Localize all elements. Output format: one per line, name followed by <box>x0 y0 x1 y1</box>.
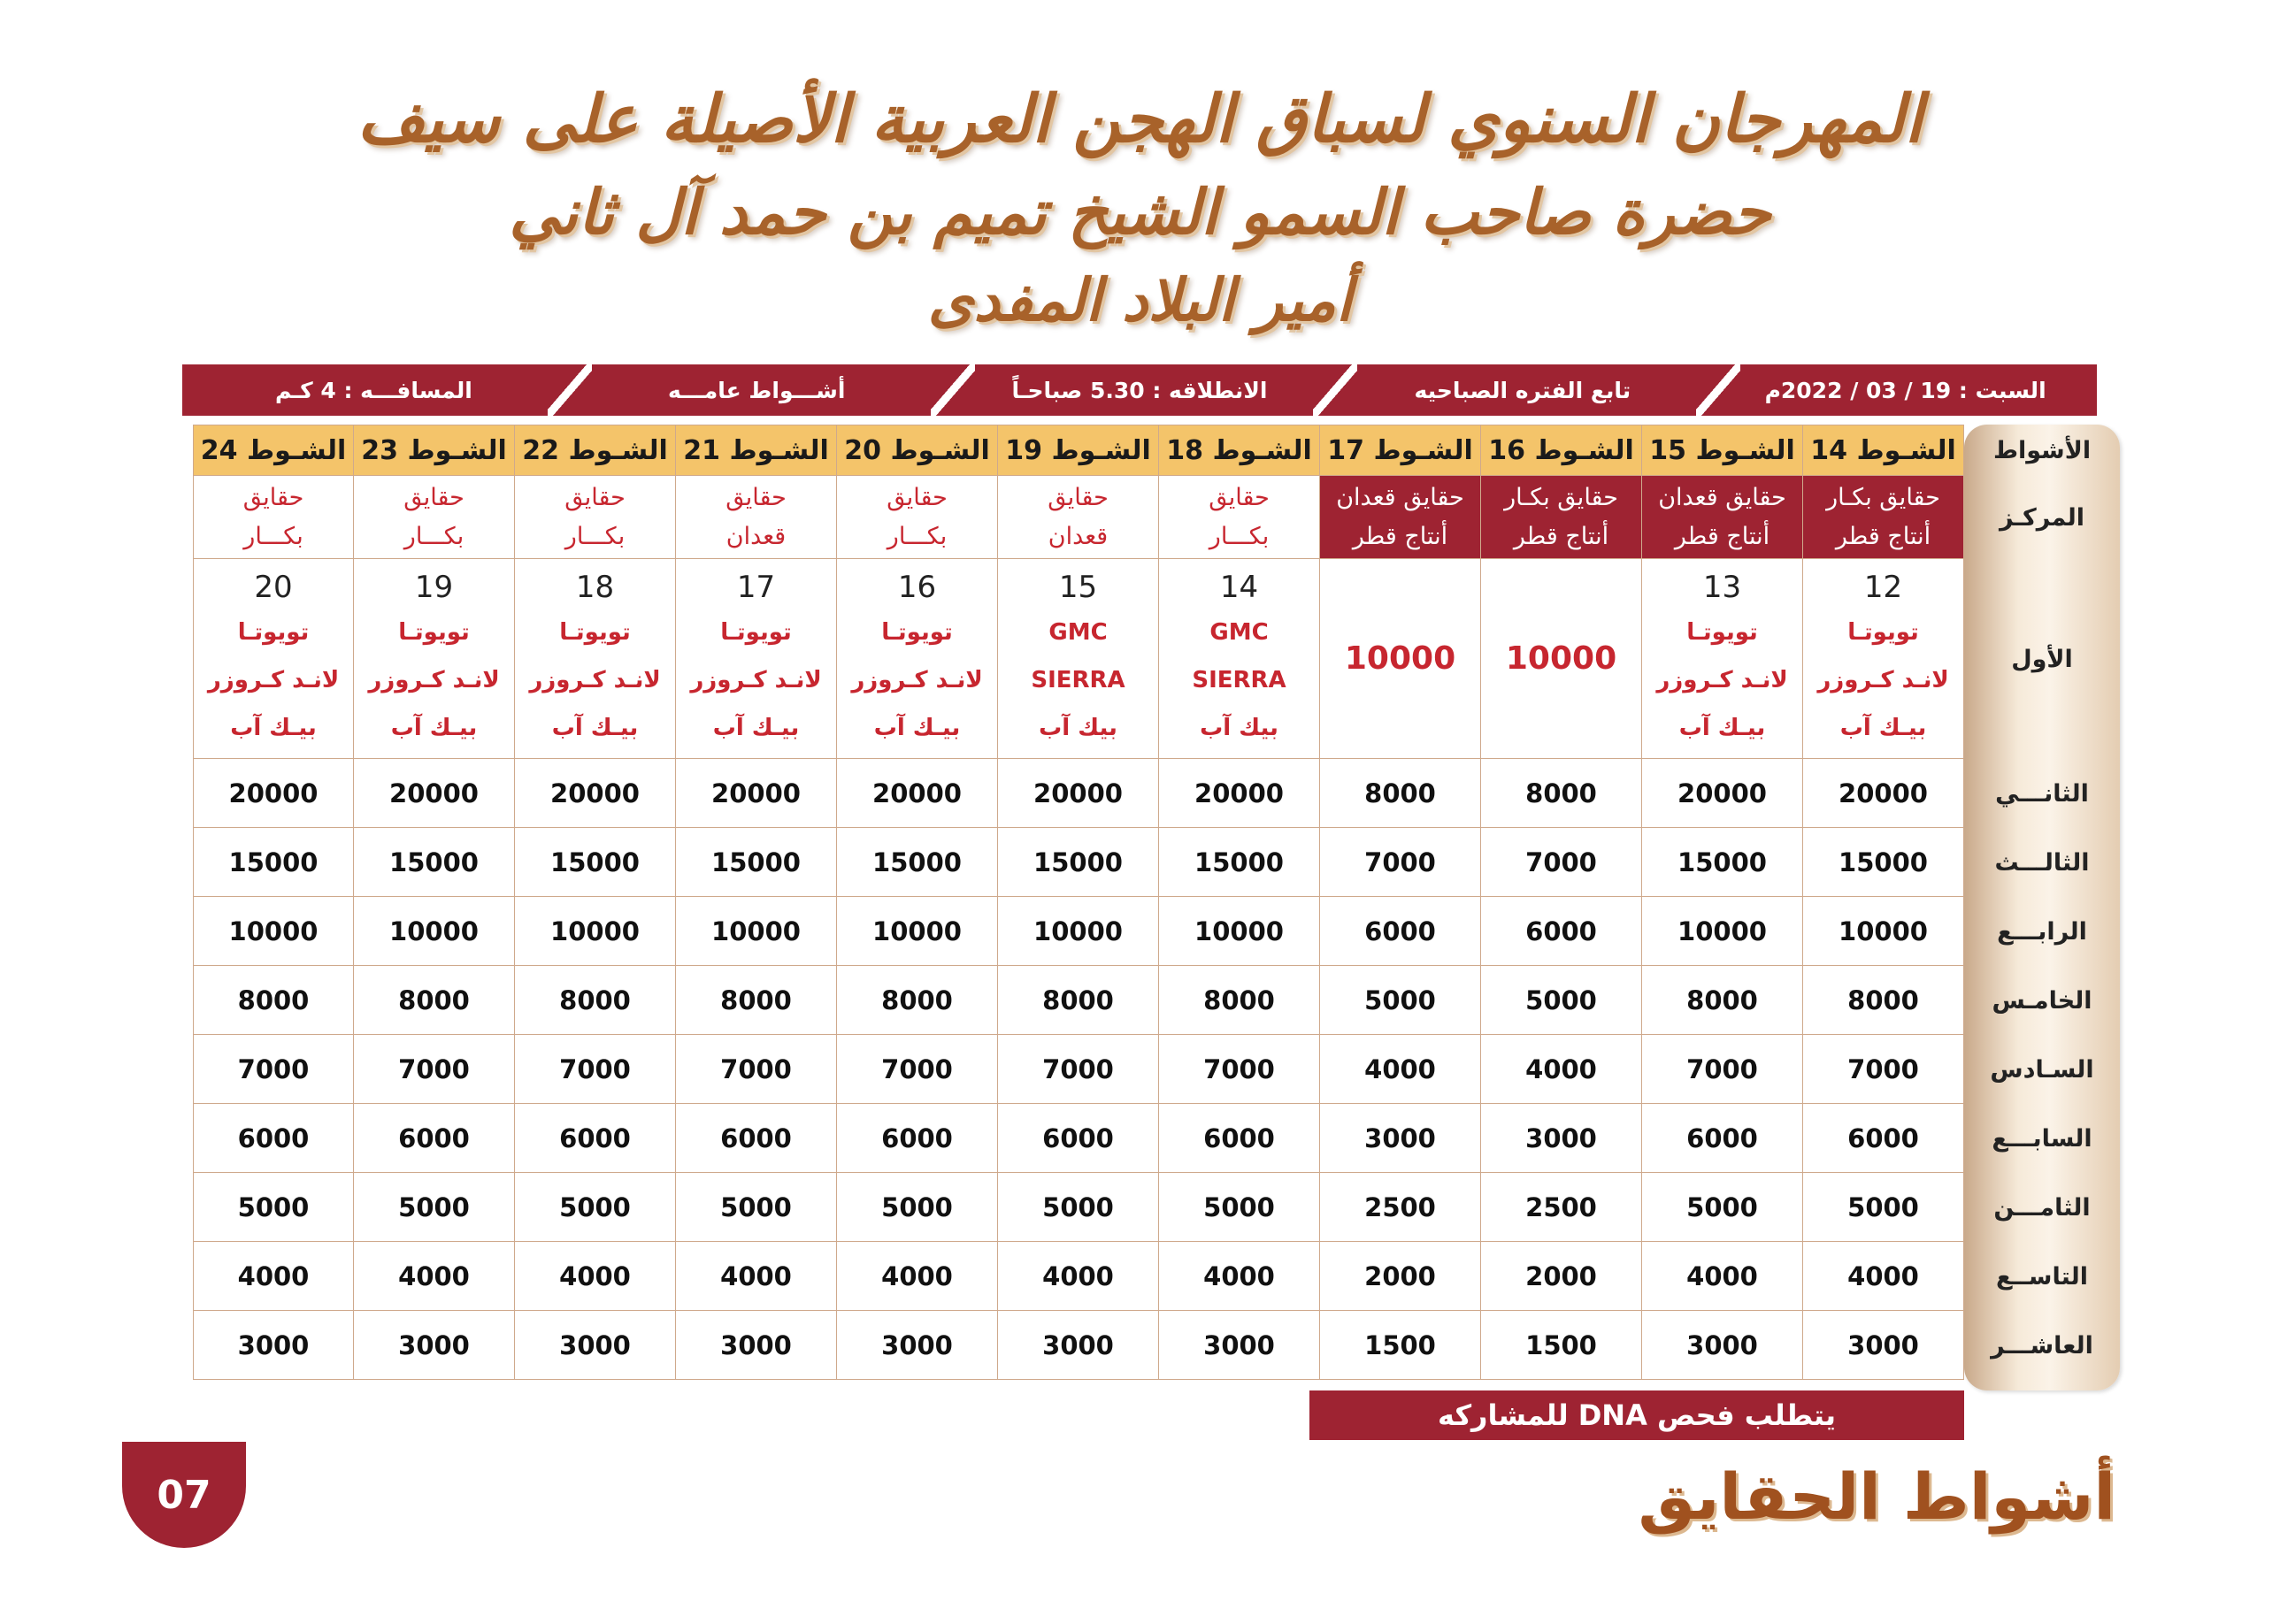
prize-cell: 20000 <box>1642 759 1803 828</box>
prize-cell: 10000 <box>354 897 515 966</box>
prize-cell: 7000 <box>998 1035 1159 1104</box>
prize-cell: 10000 <box>1642 897 1803 966</box>
prize-cell: 4000 <box>193 1242 354 1311</box>
prize-cell: 5000 <box>1320 966 1481 1035</box>
dna-note-banner: يتطلب فحص DNA للمشاركه <box>1309 1390 1964 1440</box>
car-model-line: لانـد كـروزر <box>1656 666 1788 693</box>
header-distance: المسافـــه : 4 كـم <box>274 377 472 403</box>
header-period: تابع الفتره الصباحيه <box>1331 364 1714 416</box>
car-model-line: بيـك آب <box>390 714 478 741</box>
prize-cell: 8000 <box>998 966 1159 1035</box>
first-prize-cell <box>1320 559 1481 759</box>
row-label-first: الأول <box>2011 645 2073 673</box>
row-label-prize-4: الرابـــع <box>1997 917 2087 946</box>
center-cell <box>1481 476 1642 559</box>
center-line: حقايق بكـار <box>1504 483 1618 511</box>
center-cell <box>515 476 676 559</box>
prize-cell: 8000 <box>1481 759 1642 828</box>
prize-cell: 2000 <box>1320 1242 1481 1311</box>
prize-cell: 8000 <box>1803 966 1964 1035</box>
prize-cell: 7000 <box>193 1035 354 1104</box>
prize-cell: 5000 <box>998 1173 1159 1242</box>
car-model-line: بيك آب <box>1200 714 1278 741</box>
header-date: السبت : 19 / 03 / 2022م <box>1714 364 2097 416</box>
first-prize-cell <box>193 559 354 759</box>
prize-cell: 6000 <box>193 1104 354 1173</box>
center-cell <box>193 476 354 559</box>
prize-cell: 4000 <box>837 1242 998 1311</box>
prize-cell: 6000 <box>837 1104 998 1173</box>
prize-row <box>182 897 1964 966</box>
center-line: حقايق <box>725 483 787 511</box>
title-line-2: حضرة صاحب السمو الشيخ تميم بن حمد آل ثاني <box>509 175 1771 249</box>
car-number: 19 <box>414 569 454 605</box>
round-label: الشـوط 22 <box>515 425 676 476</box>
prize-cell: 10000 <box>515 897 676 966</box>
center-cell <box>1642 476 1803 559</box>
first-prize-cell <box>515 559 676 759</box>
center-cell <box>837 476 998 559</box>
center-line: حقايق <box>1209 483 1270 511</box>
prize-cell: 1500 <box>1481 1311 1642 1380</box>
prize-cell: 6000 <box>1481 897 1642 966</box>
row-label-rounds: الأشواط <box>1992 436 2092 464</box>
header-start-time: الانطلاقه : 5.30 صباحـاً <box>948 364 1332 416</box>
first-prize-amount: 10000 <box>1505 640 1617 677</box>
prize-row <box>182 1173 1964 1242</box>
prize-cell: 15000 <box>1642 828 1803 897</box>
center-line: حقايق <box>242 483 304 511</box>
center-line: حقايق <box>564 483 626 511</box>
prize-cell: 6000 <box>1642 1104 1803 1173</box>
prize-row <box>182 1242 1964 1311</box>
prize-cell: 20000 <box>515 759 676 828</box>
section-title: أشواط الحقايق <box>1638 1459 2115 1534</box>
car-model-line: تويوتـا <box>720 618 792 646</box>
first-prize-cell <box>998 559 1159 759</box>
prize-cell: 6000 <box>998 1104 1159 1173</box>
car-model-line: لانـد كـروزر <box>529 666 661 693</box>
center-cell <box>1159 476 1320 559</box>
center-line: حقايق <box>403 483 464 511</box>
round-label: الشـوط 18 <box>1159 425 1320 476</box>
car-model-line: لانـد كـروزر <box>207 666 340 693</box>
prize-cell: 15000 <box>354 828 515 897</box>
prize-cell: 4000 <box>1481 1035 1642 1104</box>
prize-cell: 6000 <box>515 1104 676 1173</box>
center-line: أنتاج قطر <box>1674 522 1770 550</box>
car-model-line: لانـد كـروزر <box>368 666 500 693</box>
car-model-line: تويوتـا <box>881 618 953 646</box>
header-round-type: أشـــواط عامـــه <box>565 364 948 416</box>
prize-cell: 7000 <box>354 1035 515 1104</box>
prize-cell: 4000 <box>998 1242 1159 1311</box>
prize-cell: 15000 <box>998 828 1159 897</box>
car-model-line: تويوتـا <box>559 618 631 646</box>
prize-cell: 3000 <box>837 1311 998 1380</box>
prize-cell: 10000 <box>837 897 998 966</box>
prize-cell: 6000 <box>354 1104 515 1173</box>
first-prize-cell <box>1803 559 1964 759</box>
prize-cell: 2500 <box>1320 1173 1481 1242</box>
first-prize-cell <box>837 559 998 759</box>
prize-cell: 8000 <box>354 966 515 1035</box>
prize-cell: 4000 <box>1320 1035 1481 1104</box>
car-model-line: بيـك آب <box>1678 714 1766 741</box>
prize-cell: 4000 <box>354 1242 515 1311</box>
prize-cell: 20000 <box>1159 759 1320 828</box>
center-line: حقايق بكـار <box>1826 483 1940 511</box>
car-model-line: GMC <box>1209 618 1269 646</box>
car-model-line: بيـك آب <box>551 714 639 741</box>
round-label: الشـوط 20 <box>837 425 998 476</box>
row-label-prize-6: السـادس <box>1990 1055 2094 1084</box>
center-line: بكـــار <box>564 522 626 550</box>
prize-cell: 7000 <box>837 1035 998 1104</box>
prize-cell: 7000 <box>1642 1035 1803 1104</box>
prize-cell: 3000 <box>1481 1104 1642 1173</box>
row-label-prize-5: الخامـس <box>1992 986 2092 1015</box>
prize-cell: 10000 <box>676 897 837 966</box>
row-label-prize-3: الثالـــث <box>1994 848 2090 877</box>
prize-cell: 10000 <box>1803 897 1964 966</box>
prize-cell: 20000 <box>193 759 354 828</box>
center-line: قعدان <box>725 522 787 550</box>
center-line: بكـــار <box>887 522 948 550</box>
first-prize-cell <box>1481 559 1642 759</box>
center-line: بكـــار <box>1209 522 1270 550</box>
prize-cell: 1500 <box>1320 1311 1481 1380</box>
prize-cell: 20000 <box>354 759 515 828</box>
prize-cell: 20000 <box>837 759 998 828</box>
car-model-line: تويوتـا <box>1686 618 1758 646</box>
prize-cell: 15000 <box>193 828 354 897</box>
first-prize-cell <box>354 559 515 759</box>
prize-cell: 7000 <box>1320 828 1481 897</box>
prize-row <box>182 966 1964 1035</box>
row-label-center: المركـز <box>1999 503 2085 532</box>
prize-cell: 10000 <box>1159 897 1320 966</box>
prize-row <box>182 1035 1964 1104</box>
car-number: 14 <box>1219 569 1259 605</box>
car-number: 16 <box>897 569 937 605</box>
center-cell <box>1320 476 1481 559</box>
round-label: الشـوط 17 <box>1320 425 1481 476</box>
first-prize-row <box>182 559 1964 759</box>
prize-cell: 20000 <box>1803 759 1964 828</box>
prize-cell: 6000 <box>1159 1104 1320 1173</box>
car-model-line: لانـد كـروزر <box>690 666 822 693</box>
row-label-prize-10: العاشـــر <box>1991 1331 2093 1360</box>
prize-cell: 10000 <box>998 897 1159 966</box>
prize-cell: 5000 <box>676 1173 837 1242</box>
center-line: أنتاج قطر <box>1513 522 1609 550</box>
prize-cell: 4000 <box>676 1242 837 1311</box>
car-model-line: بيـك آب <box>230 714 317 741</box>
info-header-bar <box>182 364 2097 416</box>
prize-cell: 6000 <box>1320 897 1481 966</box>
car-number: 15 <box>1058 569 1098 605</box>
car-model-line: بيـك آب <box>712 714 800 741</box>
prize-row <box>182 759 1964 828</box>
title-line-3: أمير البلاد المفدى <box>927 265 1353 334</box>
prize-cell: 5000 <box>1159 1173 1320 1242</box>
prize-row <box>182 1311 1964 1380</box>
car-model-line: SIERRA <box>1031 666 1125 693</box>
round-label: الشـوط 21 <box>676 425 837 476</box>
prize-cell: 7000 <box>1159 1035 1320 1104</box>
prize-cell: 3000 <box>1159 1311 1320 1380</box>
center-line: أنتاج قطر <box>1835 522 1931 550</box>
prize-cell: 8000 <box>1159 966 1320 1035</box>
prize-cell: 7000 <box>676 1035 837 1104</box>
prize-cell: 8000 <box>1642 966 1803 1035</box>
center-line: حقايق قعدان <box>1658 483 1786 511</box>
prize-cell: 20000 <box>998 759 1159 828</box>
round-label: الشـوط 19 <box>998 425 1159 476</box>
row-label-prize-7: السابـــع <box>1992 1124 2092 1153</box>
prize-cell: 6000 <box>676 1104 837 1173</box>
prize-cell: 8000 <box>1320 759 1481 828</box>
prize-cell: 5000 <box>515 1173 676 1242</box>
prize-cell: 2500 <box>1481 1173 1642 1242</box>
car-model-line: تويوتـا <box>398 618 470 646</box>
prize-cell: 4000 <box>1803 1242 1964 1311</box>
center-cell <box>1803 476 1964 559</box>
prize-cell: 3000 <box>515 1311 676 1380</box>
car-model-line: GMC <box>1048 618 1108 646</box>
prize-cell: 3000 <box>676 1311 837 1380</box>
prize-cell: 15000 <box>1159 828 1320 897</box>
first-prize-cell <box>1642 559 1803 759</box>
car-model-line: لانـد كـروزر <box>851 666 983 693</box>
center-line: قعدان <box>1048 522 1109 550</box>
row-label-prize-9: التاســع <box>1996 1262 2089 1291</box>
center-cell <box>354 476 515 559</box>
car-number: 18 <box>575 569 615 605</box>
prize-cell: 7000 <box>1481 828 1642 897</box>
prize-cell: 3000 <box>354 1311 515 1380</box>
row-label-prize-2: الثانـــي <box>1995 779 2089 808</box>
prize-cell: 3000 <box>1803 1311 1964 1380</box>
round-label: الشـوط 16 <box>1481 425 1642 476</box>
prize-row <box>182 1104 1964 1173</box>
prize-cell: 6000 <box>1803 1104 1964 1173</box>
round-label: الشـوط 14 <box>1803 425 1964 476</box>
car-number: 20 <box>254 569 293 605</box>
first-prize-amount: 10000 <box>1344 640 1456 677</box>
prize-cell: 3000 <box>193 1311 354 1380</box>
prize-cell: 5000 <box>1481 966 1642 1035</box>
car-model-line: تويوتـا <box>237 618 310 646</box>
prize-cell: 10000 <box>193 897 354 966</box>
center-line: بكـــار <box>403 522 464 550</box>
car-model-line: لانـد كـروزر <box>1817 666 1949 693</box>
prize-cell: 20000 <box>676 759 837 828</box>
car-number: 17 <box>736 569 776 605</box>
prize-cell: 15000 <box>1803 828 1964 897</box>
center-line: أنتاج قطر <box>1352 522 1448 550</box>
car-model-line: SIERRA <box>1192 666 1286 693</box>
prize-cell: 15000 <box>515 828 676 897</box>
round-label: الشـوط 24 <box>193 425 354 476</box>
center-line: حقايق <box>1048 483 1109 511</box>
prize-cell: 5000 <box>193 1173 354 1242</box>
car-model-line: بيـك آب <box>873 714 961 741</box>
center-row <box>182 476 1964 559</box>
car-number: 12 <box>1863 569 1903 605</box>
prize-cell: 5000 <box>354 1173 515 1242</box>
prize-cell: 3000 <box>1642 1311 1803 1380</box>
row-label-prize-8: الثامـــن <box>1993 1193 2091 1222</box>
prize-cell: 4000 <box>515 1242 676 1311</box>
prize-cell: 3000 <box>1320 1104 1481 1173</box>
first-prize-cell <box>1159 559 1320 759</box>
prize-cell: 15000 <box>837 828 998 897</box>
prize-cell: 4000 <box>1159 1242 1320 1311</box>
round-label: الشـوط 15 <box>1642 425 1803 476</box>
center-line: حقايق قعدان <box>1336 483 1464 511</box>
prize-cell: 8000 <box>193 966 354 1035</box>
prize-cell: 7000 <box>515 1035 676 1104</box>
prize-cell: 4000 <box>1642 1242 1803 1311</box>
prize-cell: 15000 <box>676 828 837 897</box>
center-line: بكـــار <box>243 522 303 550</box>
car-model-line: بيـك آب <box>1839 714 1927 741</box>
car-model-line: تويوتـا <box>1847 618 1919 646</box>
prize-cell: 5000 <box>1803 1173 1964 1242</box>
prize-cell: 8000 <box>676 966 837 1035</box>
prize-cell: 5000 <box>837 1173 998 1242</box>
first-prize-cell <box>676 559 837 759</box>
round-label: الشـوط 23 <box>354 425 515 476</box>
center-line: حقايق <box>887 483 948 511</box>
prize-cell: 5000 <box>1642 1173 1803 1242</box>
prize-table <box>182 425 1964 1380</box>
prize-cell: 2000 <box>1481 1242 1642 1311</box>
center-cell <box>998 476 1159 559</box>
page-number-tab: 07 <box>122 1442 246 1548</box>
title-line-1: المهرجان السنوي لسباق الهجن العربية الأصيلة على سيف <box>357 81 1923 157</box>
prize-cell: 8000 <box>515 966 676 1035</box>
prize-cell: 8000 <box>837 966 998 1035</box>
center-cell <box>676 476 837 559</box>
prize-row <box>182 828 1964 897</box>
car-number: 13 <box>1702 569 1742 605</box>
prize-cell: 3000 <box>998 1311 1159 1380</box>
prize-cell: 7000 <box>1803 1035 1964 1104</box>
rounds-header-row <box>182 425 1964 476</box>
car-model-line: بيك آب <box>1039 714 1117 741</box>
